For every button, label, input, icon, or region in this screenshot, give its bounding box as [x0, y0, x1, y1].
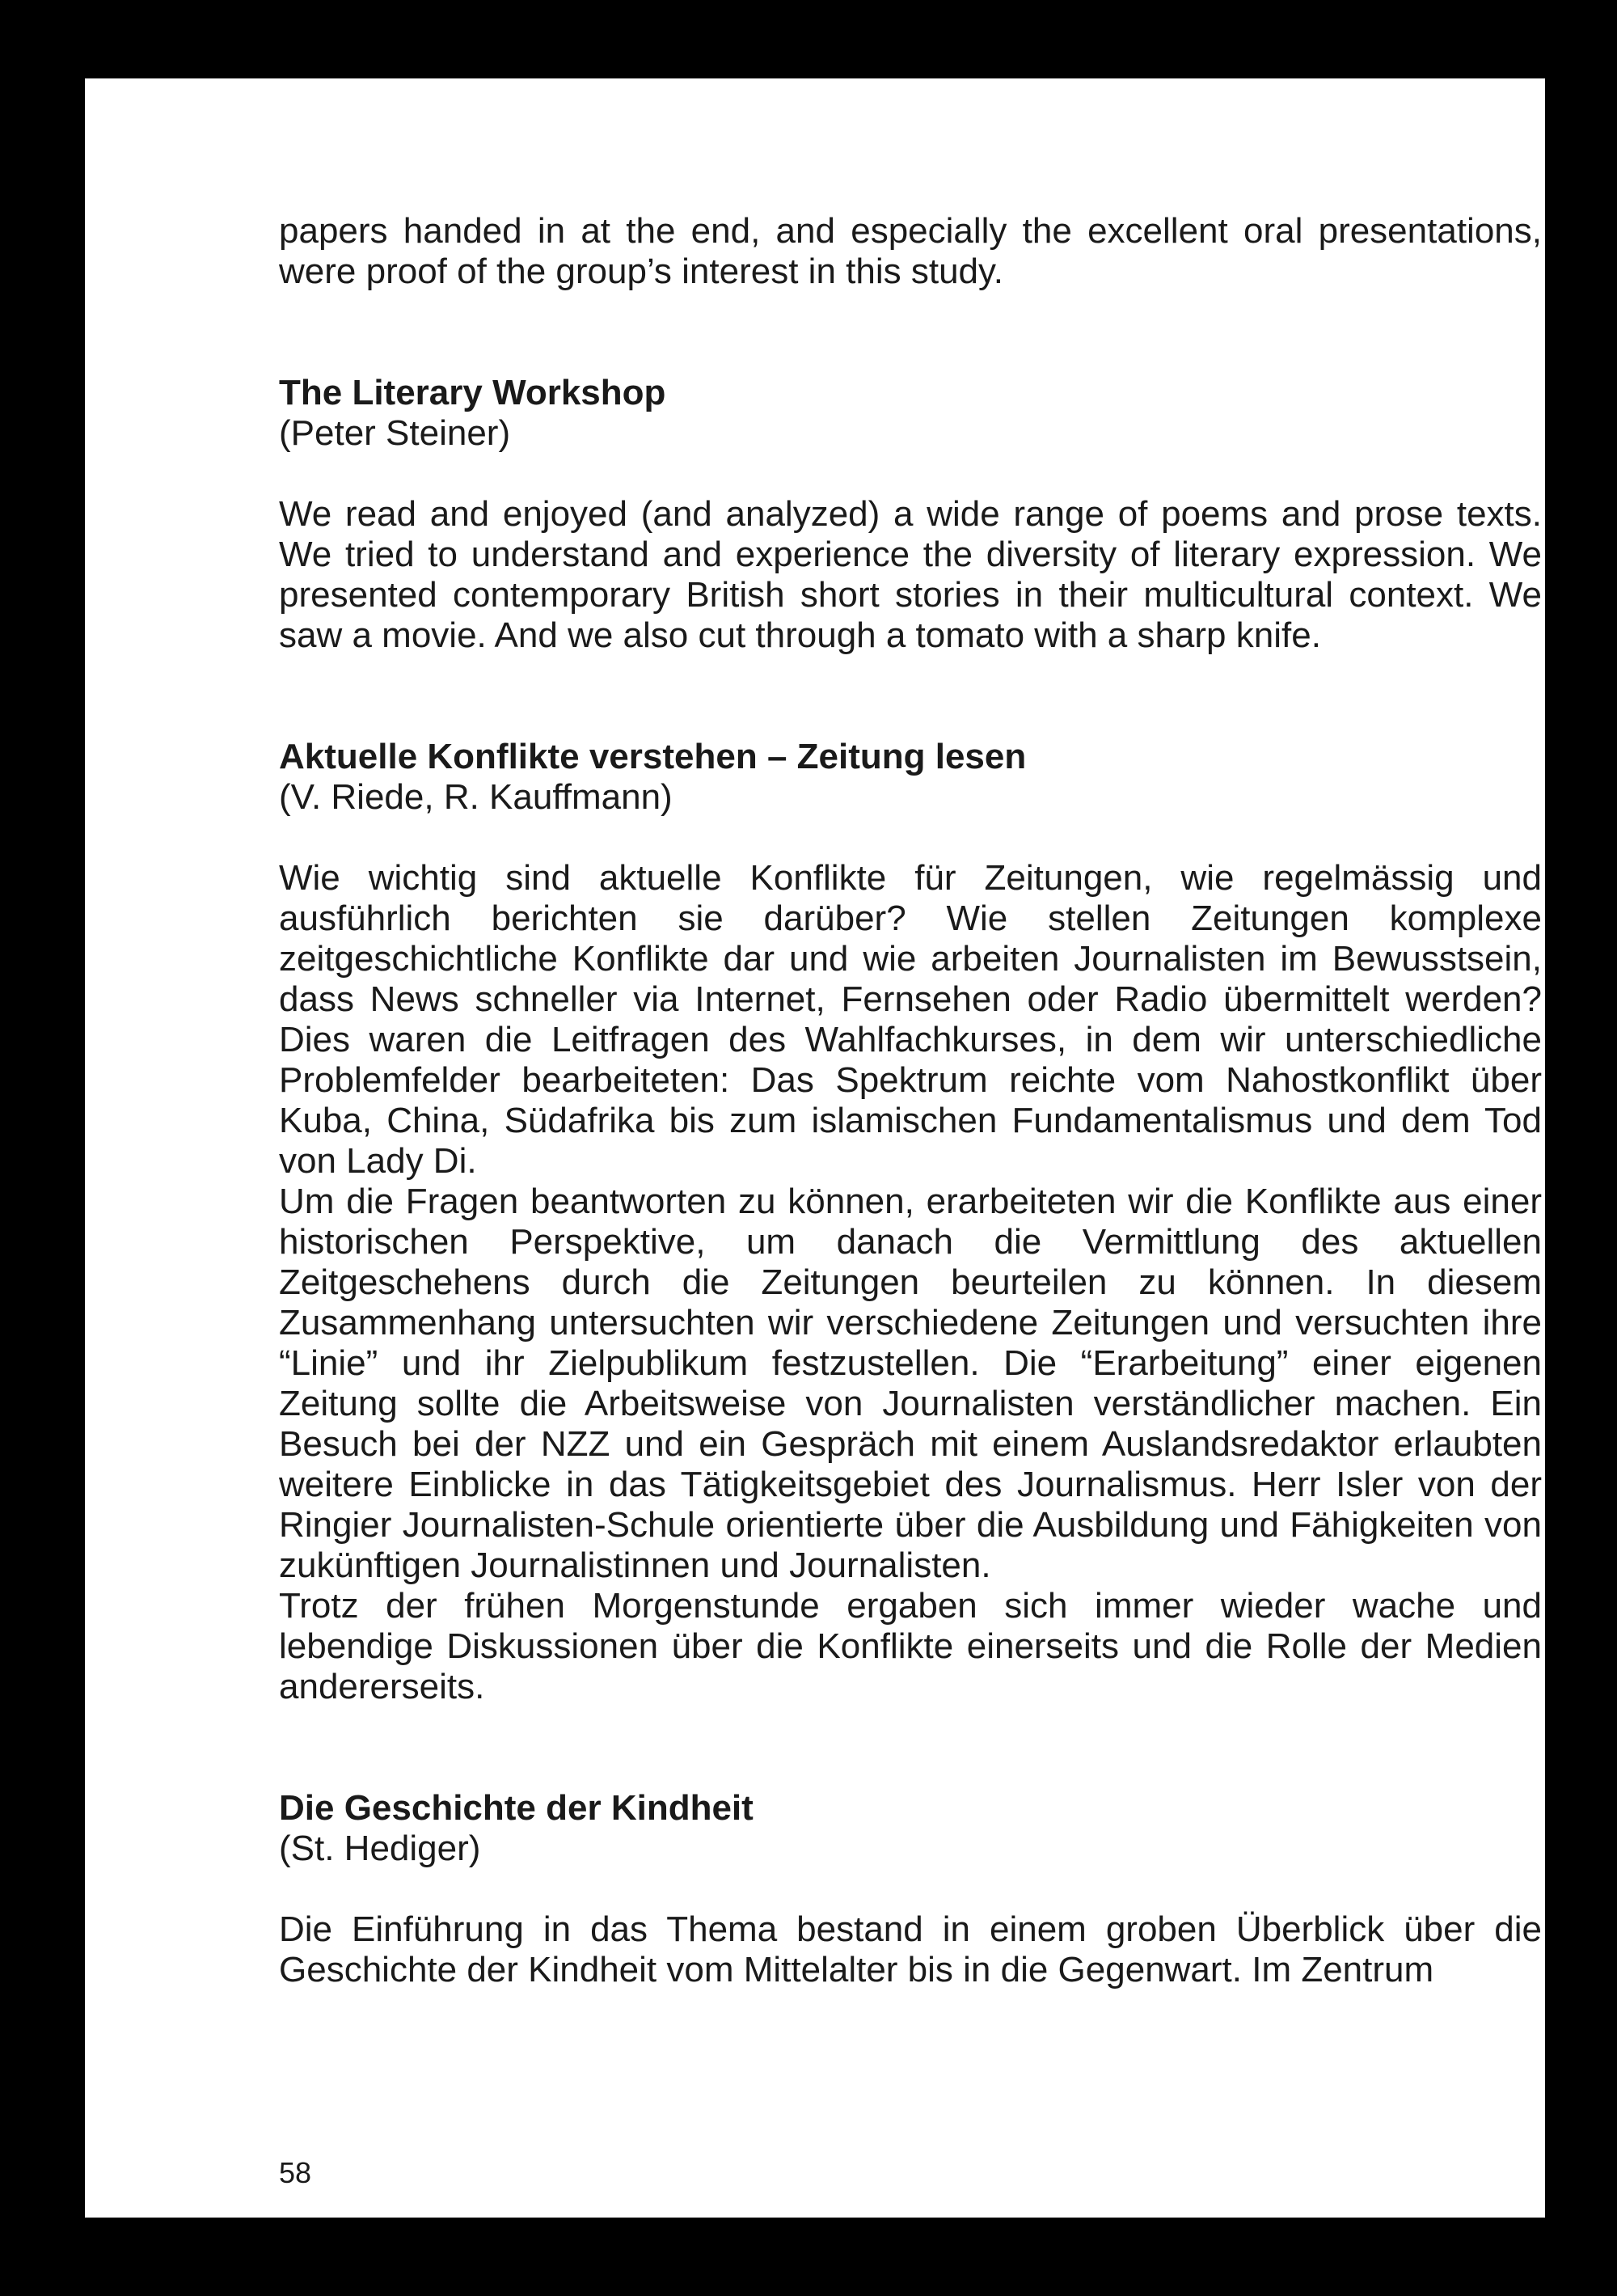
section-paragraph: Die Einführung in das Thema bestand in einem groben Überblick über die Geschichte der Kindheit vom Mittelalter bis in die Gegenwart. Im Zentrum: [279, 1909, 1542, 1989]
page-number: 58: [279, 2156, 312, 2189]
intro-paragraph: papers handed in at the end, and especially the excellent oral presentations, were proof of the group’s interest in this study.: [279, 211, 1542, 291]
document-page: [85, 78, 1545, 2218]
section-title: Die Geschichte der Kindheit: [279, 1788, 754, 1828]
section-author: (V. Riede, R. Kauffmann): [279, 777, 673, 817]
section-paragraph: Trotz der frühen Morgenstunde ergaben sich immer wieder wache und lebendige Diskussionen über die Konflikte einerseits und die Rolle der Medien andererseits.: [279, 1586, 1542, 1706]
section-paragraph: We read and enjoyed (and analyzed) a wide range of poems and prose texts. We tried to understand and experience the diversity of literary expression. We presented contemporary British short stories in their multicultural context. We saw a movie. And we also cut through a tomato with a sharp knife.: [279, 494, 1542, 655]
section-paragraph: Um die Fragen beantworten zu können, erarbeiteten wir die Konflikte aus einer historischen Perspektive, um danach die Vermittlung des aktuellen Zeitgeschehens durch die Zeitungen beurteilen zu können. In diesem Zusammenhang untersuchten wir verschiedene Zeitungen und versuchten ihre “Linie” und ihr Zielpublikum festzustellen. Die “Erarbeitung” einer eigenen Zeitung sollte die Arbeitsweise von Journalisten verständlicher machen. Ein Besuch bei der NZZ und ein Gespräch mit einem Auslandsredaktor erlaubten weitere Einblicke in das Tätigkeitsgebiet des Journalismus. Herr Isler von der Ringier Journalisten-Schule orientierte über die Ausbildung und Fähigkeiten von zukünftigen Journalistinnen und Journalisten.: [279, 1182, 1542, 1585]
section-literary-workshop: [279, 373, 1542, 656]
section-author: (Peter Steiner): [279, 413, 511, 453]
section-geschichte-der-kindheit: [279, 1788, 1542, 1990]
page-content: [279, 211, 1542, 1990]
section-aktuelle-konflikte: [279, 737, 1542, 1707]
section-title: Aktuelle Konflikte verstehen – Zeitung lesen: [279, 737, 1027, 776]
section-title: The Literary Workshop: [279, 373, 666, 412]
section-author: (St. Hediger): [279, 1829, 481, 1868]
section-paragraph: Wie wichtig sind aktuelle Konflikte für Zeitungen, wie regelmässig und ausführlich berichten sie darüber? Wie stellen Zeitungen komplexe zeitgeschichtliche Konflikte dar und wie arbeiten Journalisten im Bewusstsein, dass News schneller via Internet, Fernsehen oder Radio übermittelt werden? Dies waren die Leitfragen des Wahlfachkurses, in dem wir unterschiedliche Problemfelder bearbeiteten: Das Spektrum reichte vom Nahostkonflikt über Kuba, China, Südafrika bis zum islamischen Fundamentalismus und dem Tod von Lady Di.: [279, 858, 1542, 1181]
